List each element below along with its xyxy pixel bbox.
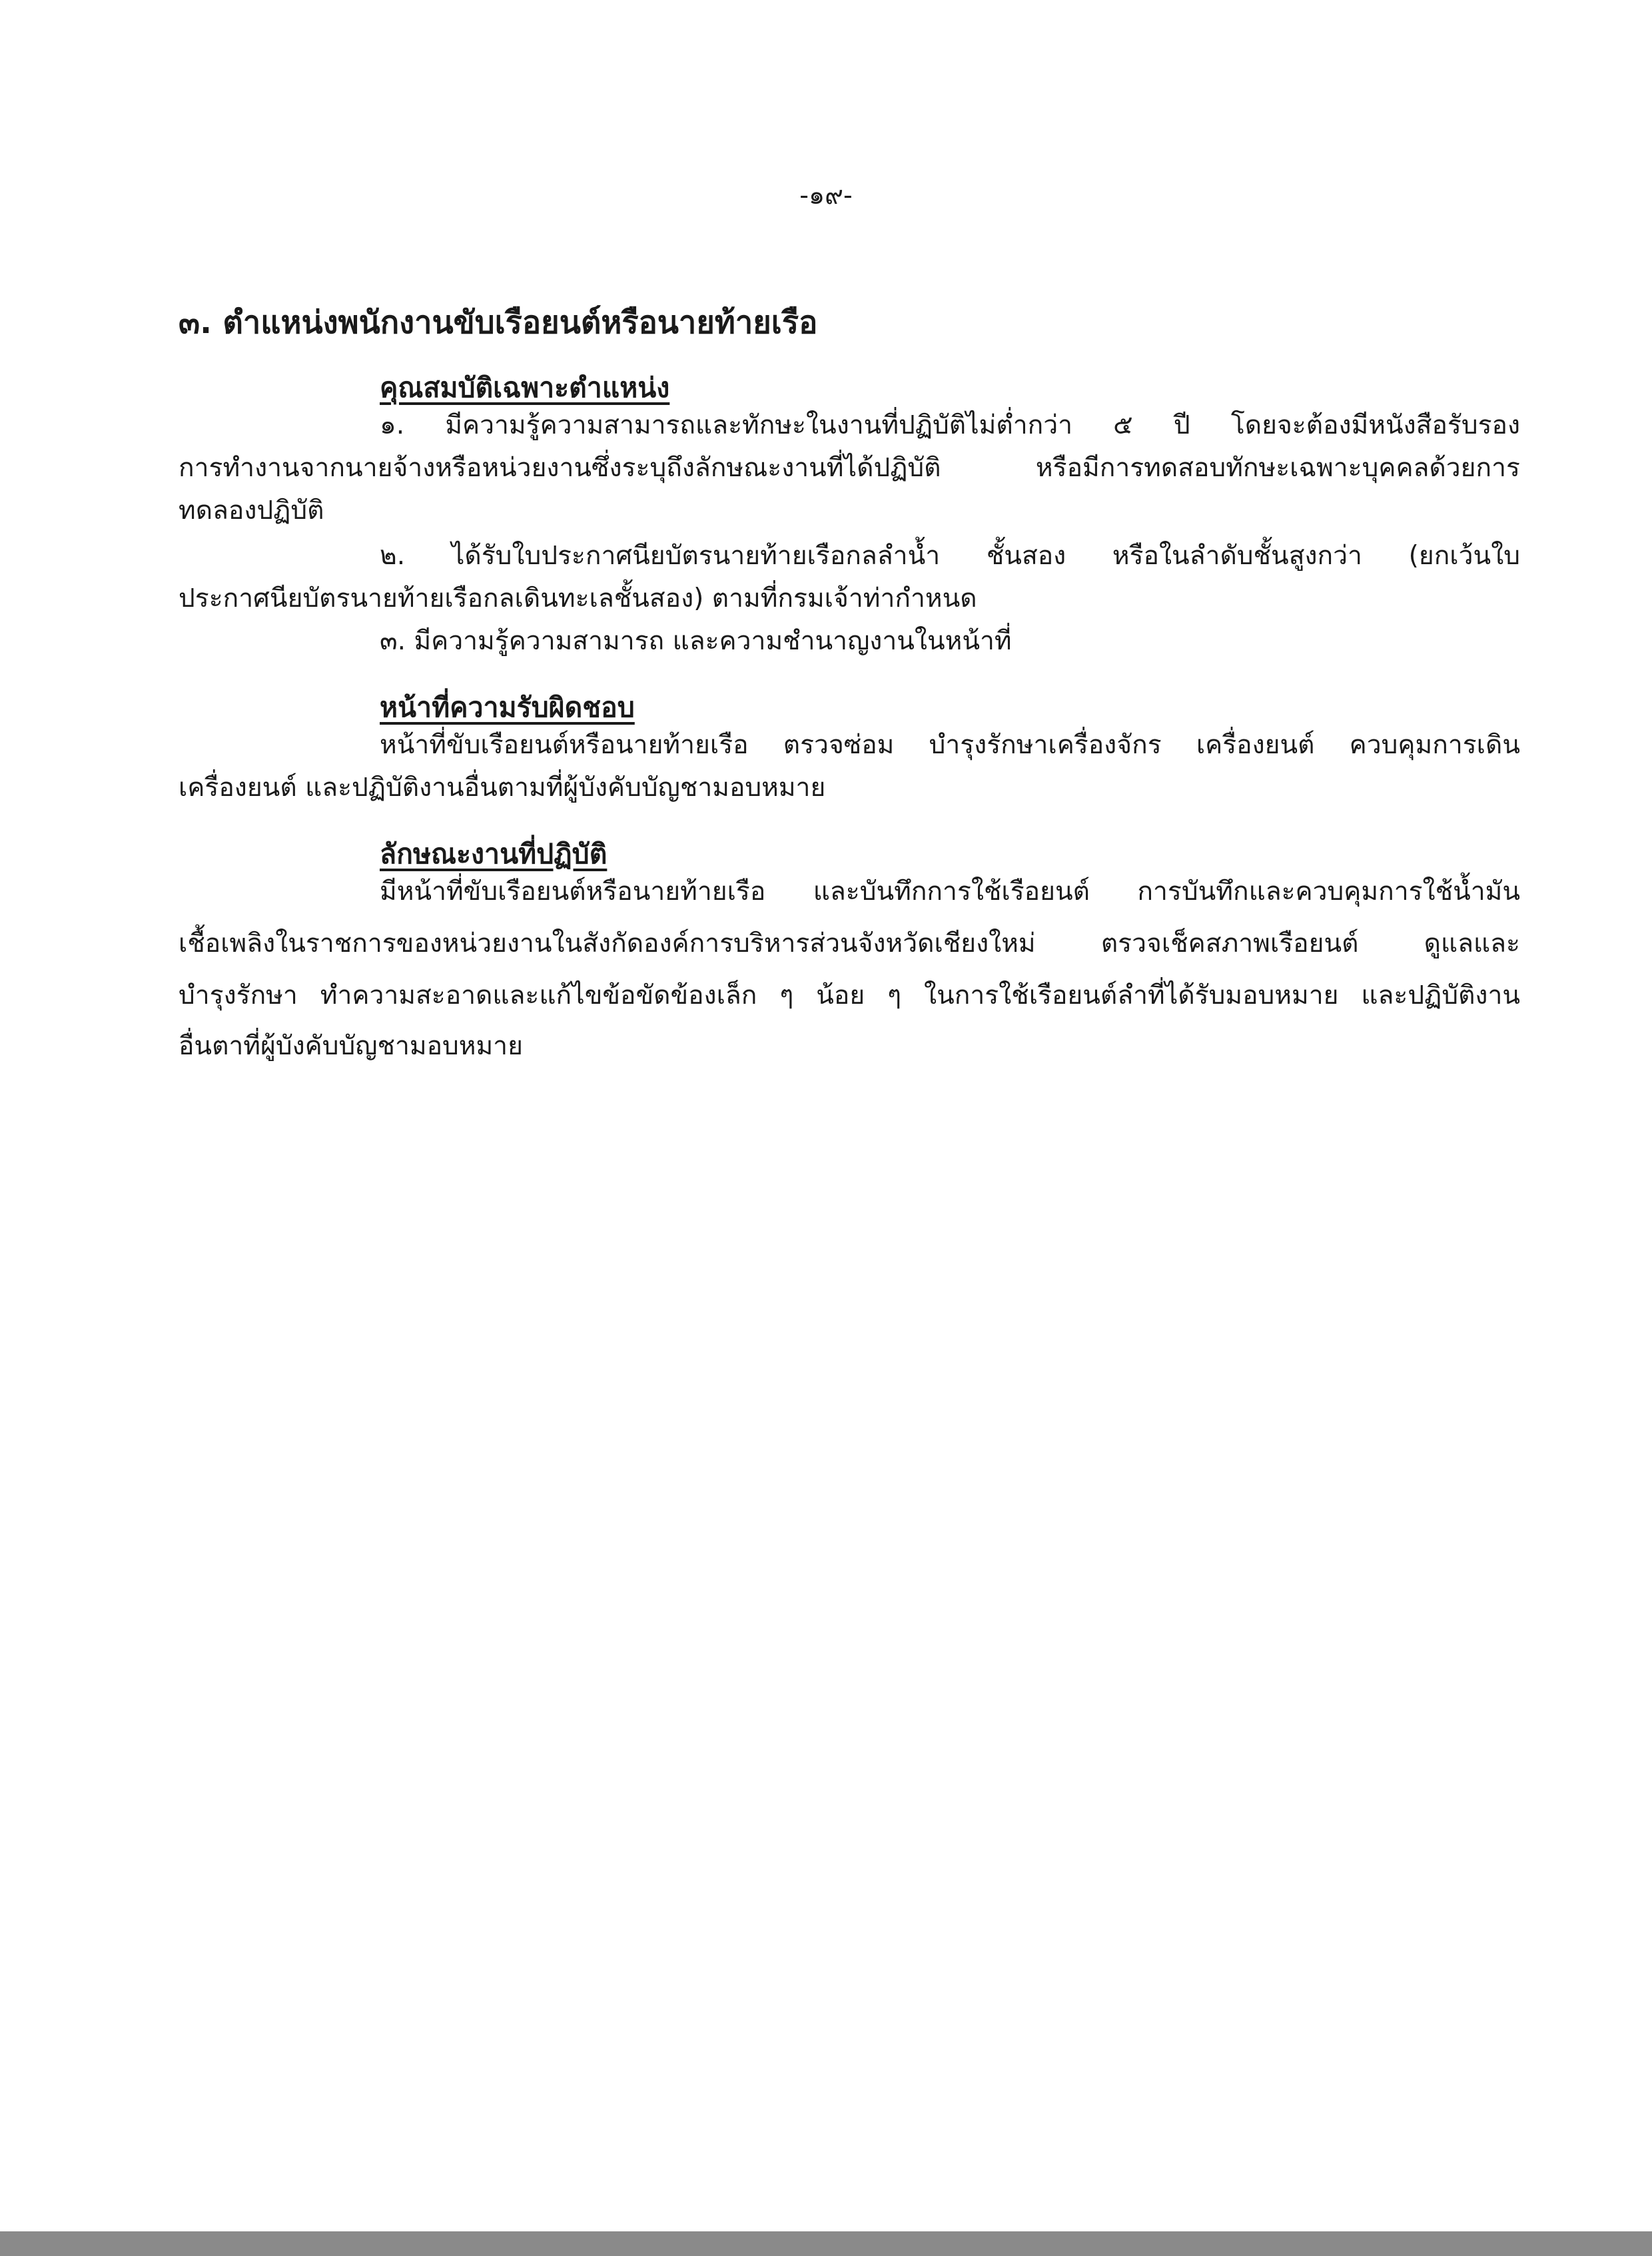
qualification-2-line-1: ๒. ได้รับใบประกาศนียบัตรนายท้ายเรือกลลำน้ำ ชั้นสอง หรือในลำดับชั้นสูงกว่า (ยกเว้นใบ — [380, 541, 1520, 571]
qualification-1-line-2: การทำงานจากนายจ้างหรือหน่วยงานซึ่งระบุถึงลักษณะงานที่ได้ปฏิบัติ หรือมีการทดสอบทักษะเฉพาะบุคคลด้วยการ — [179, 453, 1520, 483]
work-nature-line-2: เชื้อเพลิงในราชการของหน่วยงานในสังกัดองค์การบริหารส่วนจังหวัดเชียงใหม่ ตรวจเช็คสภาพเรือยนต์ ดูแลและ — [179, 929, 1520, 958]
qualification-1-line-3: ทดลองปฏิบัติ — [179, 496, 324, 526]
work-nature-line-3: บำรุงรักษา ทำความสะอาดและแก้ไขข้อขัดข้องเล็ก ๆ น้อย ๆ ในการใช้เรือยนต์ลำที่ได้รับมอบหมาย และปฏิบัติงาน — [179, 980, 1520, 1010]
work-nature-line-4: อื่นตาที่ผู้บังคับบัญชามอบหมาย — [179, 1031, 523, 1061]
work-nature-line-1: มีหน้าที่ขับเรือยนต์หรือนายท้ายเรือ และบันทึกการใช้เรือยนต์ การบันทึกและควบคุมการใช้น้ำมัน — [380, 877, 1520, 907]
duties-line-1: หน้าที่ขับเรือยนต์หรือนายท้ายเรือ ตรวจซ่อม บำรุงรักษาเครื่องจักร เครื่องยนต์ ควบคุมการเดิน — [380, 730, 1520, 760]
section-title: ๓. ตำแหน่งพนักงานขับเรือยนต์หรือนายท้ายเรือ — [179, 304, 818, 341]
page-number: -๑๙- — [799, 181, 853, 210]
work-nature-heading: ลักษณะงานที่ปฏิบัติ — [380, 838, 608, 870]
qualification-1-line-1: ๑. มีความรู้ความสามารถและทักษะในงานที่ปฏิบัติไม่ต่ำกว่า ๕ ปี โดยจะต้องมีหนังสือรับรอง — [380, 410, 1520, 440]
scan-bottom-border — [0, 2231, 1652, 2256]
duties-line-2: เครื่องยนต์ และปฏิบัติงานอื่นตามที่ผู้บังคับบัญชามอบหมาย — [179, 773, 826, 803]
qualification-3-line-1: ๓. มีความรู้ความสามารถ และความชำนาญงานในหน้าที่ — [380, 626, 1012, 656]
qualification-2-line-2: ประกาศนียบัตรนายท้ายเรือกลเดินทะเลชั้นสอง) ตามที่กรมเจ้าท่ากำหนด — [179, 583, 977, 613]
qualifications-heading: คุณสมบัติเฉพาะตำแหน่ง — [380, 372, 670, 404]
duties-heading: หน้าที่ความรับผิดชอบ — [380, 691, 635, 723]
